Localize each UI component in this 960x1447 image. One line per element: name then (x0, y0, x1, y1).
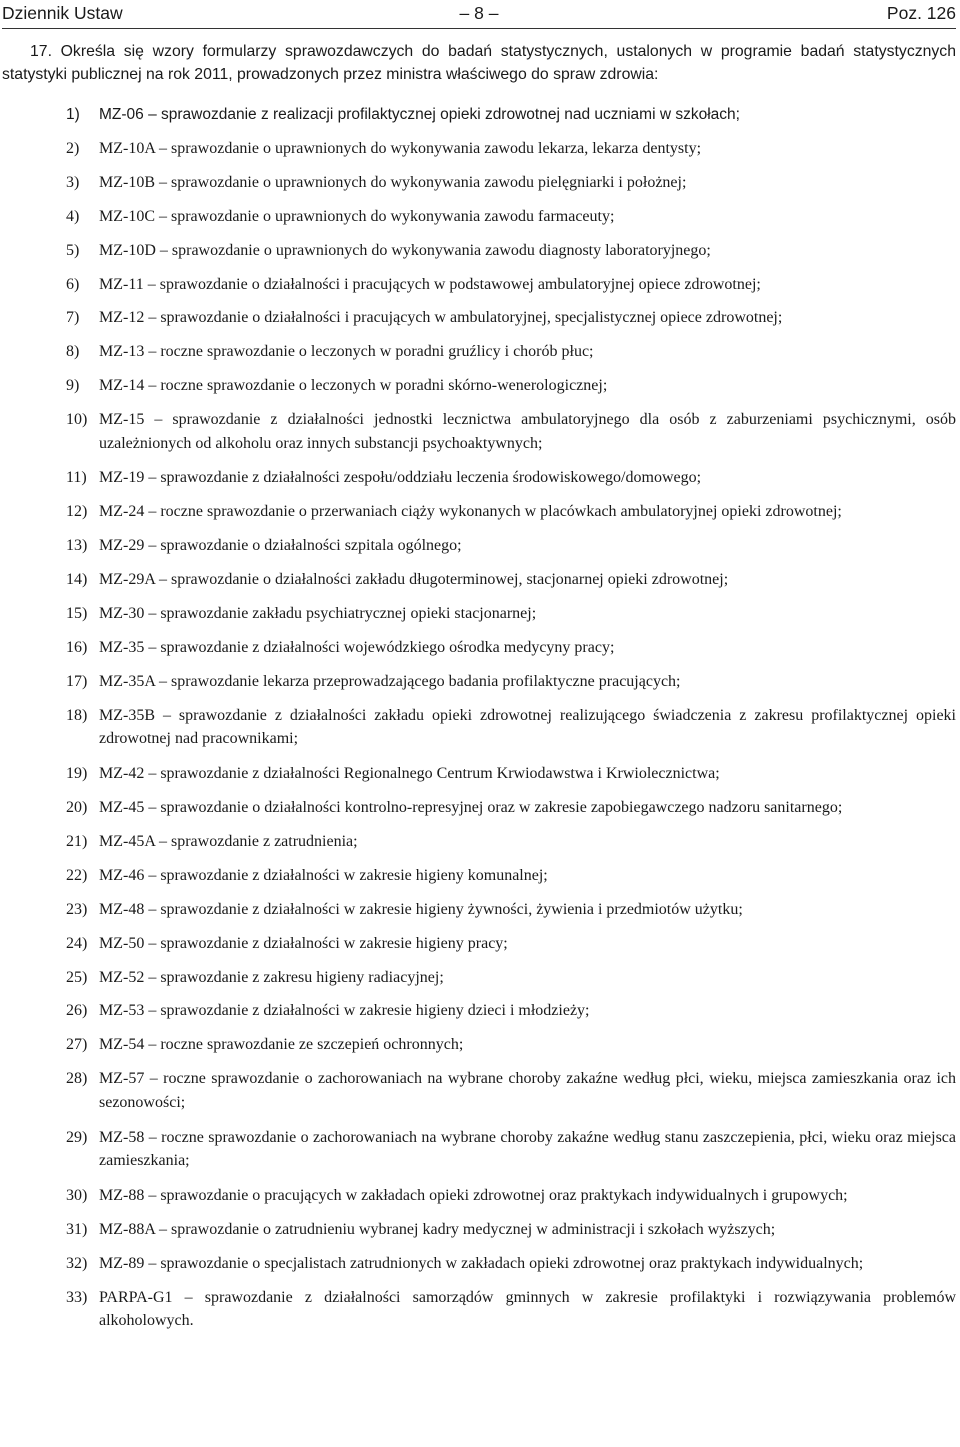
list-item-text: MZ-88 – sprawozdanie o pracujących w zakładach opieki zdrowotnej oraz praktykach indywidualnych i grupowych; (99, 1186, 848, 1204)
list-item (66, 340, 956, 363)
list-item-number: 14) (66, 571, 88, 589)
list-item (66, 500, 956, 523)
list-item-text: MZ-57 – roczne sprawozdanie o zachorowaniach na wybrane choroby zakaźne według płci, wieku, miejsca zamieszkania oraz ich sezonowości; (99, 1070, 956, 1111)
list-item-number: 4) (66, 207, 80, 225)
list-item-text: MZ-29 – sprawozdanie o działalności szpitala ogólnego; (99, 537, 462, 555)
list-item (66, 830, 956, 853)
list-item-number: 32) (66, 1254, 88, 1272)
list-item (66, 636, 956, 659)
list-item (66, 1252, 956, 1275)
list-item-text: MZ-15 – sprawozdanie z działalności jednostki lecznictwa ambulatoryjnego dla osób z zaburzeniami psychicznymi, osób uzależnionych od alkoholu oraz innych substancji psychoaktywnych; (99, 411, 956, 452)
list-item (66, 374, 956, 397)
list-item-text: MZ-24 – roczne sprawozdanie o przerwaniach ciąży wykonanych w placówkach ambulatoryjnej opieki zdrowotnej; (99, 503, 842, 521)
list-item-text: MZ-46 – sprawozdanie z działalności w zakresie higieny komunalnej; (99, 866, 548, 884)
list-item-number: 11) (66, 469, 87, 487)
list-item (66, 966, 956, 989)
page-number: – 8 – (459, 3, 499, 23)
list-item-number: 10) (66, 411, 88, 429)
list-item (66, 864, 956, 887)
list-item-text: MZ-12 – sprawozdanie o działalności i pracujących w ambulatoryjnej, specjalistycznej opiece zdrowotnej; (99, 309, 783, 327)
list-item (66, 205, 956, 228)
list-item-number: 8) (66, 343, 80, 361)
list-item (66, 1286, 956, 1333)
list-item-text: MZ-13 – roczne sprawozdanie o leczonych w poradni gruźlicy i chorób płuc; (99, 343, 594, 361)
list-item-number: 33) (66, 1288, 88, 1306)
list-item-text: MZ-52 – sprawozdanie z zakresu higieny radiacyjnej; (99, 968, 444, 986)
list-item (66, 1067, 956, 1114)
list-item-text: MZ-06 – sprawozdanie z realizacji profilaktycznej opieki zdrowotnej nad uczniami w szkołach; (99, 106, 740, 123)
list-item (66, 932, 956, 955)
list-item-text: MZ-29A – sprawozdanie o działalności zakładu długoterminowej, stacjonarnej opieki zdrowotnej; (99, 571, 729, 589)
list-item-number: 16) (66, 639, 88, 656)
list-item-text: MZ-14 – roczne sprawozdanie o leczonych w poradni skórno-wenerologicznej; (99, 377, 608, 395)
list-item-number: 12) (66, 503, 88, 521)
list-item-text: MZ-35 – sprawozdanie z działalności wojewódzkiego ośrodka medycyny pracy; (99, 639, 615, 656)
list-item (66, 408, 956, 455)
forms-list (66, 103, 956, 1344)
list-item-text: MZ-11 – sprawozdanie o działalności i pracujących w podstawowej ambulatoryjnej opiece zdrowotnej; (99, 275, 761, 293)
list-item (66, 1218, 956, 1241)
list-item (66, 1126, 956, 1173)
list-item-number: 13) (66, 537, 88, 555)
list-item-number: 27) (66, 1036, 88, 1054)
list-item-text: MZ-30 – sprawozdanie zakładu psychiatrycznej opieki stacjonarnej; (99, 605, 537, 623)
list-item-text: MZ-89 – sprawozdanie o specjalistach zatrudnionych w zakładach opieki zdrowotnej oraz praktykach indywidualnych; (99, 1254, 864, 1272)
list-item-text: MZ-35A – sprawozdanie lekarza przeprowadzającego badania profilaktyczne pracujących; (99, 672, 681, 690)
list-item-number: 25) (66, 968, 88, 986)
list-item (66, 796, 956, 819)
list-item (66, 273, 956, 296)
list-item-number: 9) (66, 377, 80, 395)
list-item (66, 999, 956, 1022)
list-item-number: 30) (66, 1186, 88, 1204)
list-item (66, 704, 956, 751)
list-item-text: MZ-48 – sprawozdanie z działalności w zakresie higieny żywności, żywienia i przedmiotów użytku; (99, 900, 743, 918)
list-item-text: MZ-10C – sprawozdanie o uprawnionych do wykonywania zawodu farmaceuty; (99, 207, 615, 225)
list-item-text: MZ-58 – roczne sprawozdanie o zachorowaniach na wybrane choroby zakaźne według stanu zaszczepienia, płci, wieku oraz miejsca zamieszkania; (99, 1128, 956, 1169)
list-item-text: MZ-54 – roczne sprawozdanie ze szczepień ochronnych; (99, 1036, 464, 1054)
list-item (66, 103, 956, 126)
list-item-number: 24) (66, 934, 88, 952)
list-item-text: MZ-19 – sprawozdanie z działalności zespołu/oddziału leczenia środowiskowego/domowego; (99, 469, 702, 487)
list-item-number: 3) (66, 173, 80, 191)
list-item (66, 898, 956, 921)
list-item (66, 466, 956, 489)
list-item-text: MZ-35B – sprawozdanie z działalności zakładu opieki zdrowotnej realizującego świadczenia z zakresu profilaktycznej opieki zdrowotnej nad pracownikami; (99, 706, 956, 748)
list-item-text: MZ-53 – sprawozdanie z działalności w zakresie higieny dzieci i młodzieży; (99, 1002, 590, 1020)
intro-paragraph: 17. Określa się wzory formularzy sprawozdawczych do badań statystycznych, ustalonych w programie badań statystycznych statystyki publicznej na rok 2011, prowadzonych przez ministra właściwego do spraw zdrowia: (2, 43, 956, 83)
list-item-number: 20) (66, 799, 88, 817)
list-item (66, 1184, 956, 1207)
list-item-number: 18) (66, 706, 88, 724)
list-item-number: 2) (66, 139, 80, 157)
list-item-text: MZ-10D – sprawozdanie o uprawnionych do wykonywania zawodu diagnosty laboratoryjnego; (99, 241, 711, 259)
list-item (66, 1033, 956, 1056)
list-item-number: 23) (66, 900, 88, 918)
list-item (66, 602, 956, 625)
list-item-text: MZ-45 – sprawozdanie o działalności kontrolno-represyjnej oraz w zakresie zapobiegawczego nadzoru sanitarnego; (99, 799, 843, 817)
list-item-text: MZ-10A – sprawozdanie o uprawnionych do wykonywania zawodu lekarza, lekarza dentysty; (99, 139, 702, 157)
list-item-number: 1) (66, 106, 80, 123)
list-item (66, 534, 956, 557)
list-item-text: MZ-45A – sprawozdanie z zatrudnienia; (99, 832, 358, 850)
list-item-text: MZ-88A – sprawozdanie o zatrudnieniu wybranej kadry medycznej w administracji i szkołach wyższych; (99, 1220, 776, 1238)
list-item (66, 762, 956, 785)
list-item-number: 19) (66, 765, 88, 783)
list-item (66, 239, 956, 262)
header-rule (2, 28, 956, 29)
list-item-number: 7) (66, 309, 80, 327)
list-item (66, 306, 956, 329)
list-item-number: 17) (66, 672, 88, 690)
list-item-number: 26) (66, 1002, 88, 1020)
page-header (2, 3, 956, 27)
list-item (66, 568, 956, 591)
list-item-number: 5) (66, 241, 80, 259)
list-item-number: 6) (66, 275, 80, 293)
list-item-number: 31) (66, 1220, 88, 1238)
list-item-number: 28) (66, 1070, 88, 1088)
list-item-text: PARPA-G1 – sprawozdanie z działalności samorządów gminnych w zakresie profilaktyki i rozwiązywania problemów alkoholowych. (99, 1288, 956, 1330)
list-item-number: 29) (66, 1128, 88, 1146)
position-number: Poz. 126 (886, 3, 956, 23)
list-item (66, 137, 956, 160)
list-item (66, 171, 956, 194)
list-item-text: MZ-50 – sprawozdanie z działalności w zakresie higieny pracy; (99, 934, 508, 952)
list-item-number: 21) (66, 832, 88, 850)
list-item-number: 15) (66, 605, 88, 623)
list-item-number: 22) (66, 866, 88, 884)
journal-title: Dziennik Ustaw (2, 3, 123, 23)
list-item-text: MZ-42 – sprawozdanie z działalności Regionalnego Centrum Krwiodawstwa i Krwiolecznictwa; (99, 765, 720, 783)
list-item (66, 670, 956, 693)
list-item-text: MZ-10B – sprawozdanie o uprawnionych do wykonywania zawodu pielęgniarki i położnej; (99, 173, 687, 191)
